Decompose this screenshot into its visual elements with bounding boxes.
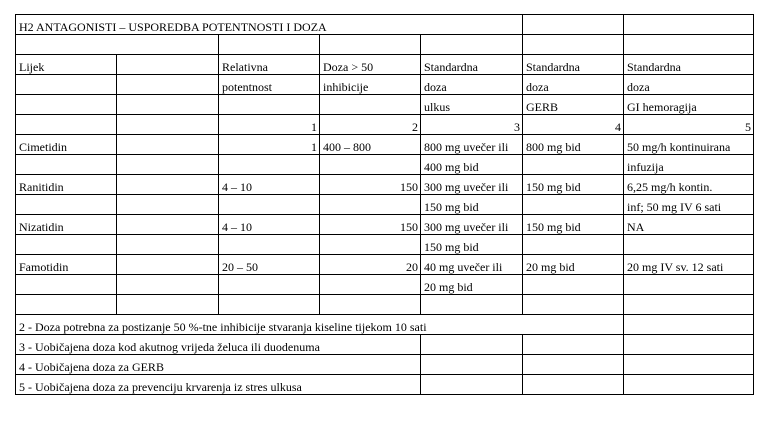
drug-ulcus-dose: 800 mg uvečer ili	[421, 135, 523, 155]
drug-ulcus-dose: 150 mg bid	[421, 195, 523, 215]
header-ulcus: doza	[421, 75, 523, 95]
empty-cell	[624, 375, 754, 395]
empty-cell	[16, 155, 117, 175]
drug-gi-dose: 20 mg IV sv. 12 sati	[624, 255, 754, 275]
empty-cell	[117, 215, 219, 235]
header-gi: GI hemoragija	[624, 95, 754, 115]
header-row	[16, 55, 754, 75]
empty-cell	[523, 235, 624, 255]
empty-cell	[16, 115, 117, 135]
empty-cell	[16, 295, 117, 315]
table-title: H2 ANTAGONISTI – USPOREDBA POTENTNOSTI I DOZA	[16, 15, 523, 35]
empty-cell	[320, 295, 421, 315]
table-row	[16, 135, 754, 155]
drug-gi-dose: NA	[624, 215, 754, 235]
empty-cell	[16, 95, 117, 115]
drug-dose50: 20	[320, 255, 421, 275]
empty-cell	[421, 375, 523, 395]
header-row	[16, 75, 754, 95]
empty-cell	[523, 335, 624, 355]
table-row	[16, 155, 754, 175]
empty-cell	[219, 295, 320, 315]
empty-cell	[117, 155, 219, 175]
empty-cell	[523, 275, 624, 295]
drug-gerb-dose: 150 mg bid	[523, 175, 624, 195]
drug-dose50: 150	[320, 175, 421, 195]
drug-name: Nizatidin	[16, 215, 117, 235]
drug-potency: 20 – 50	[219, 255, 320, 275]
empty-cell	[219, 195, 320, 215]
header-ulcus: Standardna	[421, 55, 523, 75]
table-row	[16, 255, 754, 275]
drug-potency: 1	[219, 135, 320, 155]
footnote: 2 - Doza potrebna za postizanje 50 %-tne inhibicije stvaranja kiseline tijekom 10 sati	[16, 315, 624, 335]
empty-cell	[624, 275, 754, 295]
header-lijek: Lijek	[16, 55, 117, 75]
note-row	[16, 315, 754, 335]
drug-gi-dose: inf; 50 mg IV 6 sati	[624, 195, 754, 215]
empty-cell	[16, 235, 117, 255]
empty-cell	[16, 75, 117, 95]
empty-cell	[219, 275, 320, 295]
empty-cell	[117, 255, 219, 275]
column-number-row	[16, 115, 754, 135]
empty-cell	[421, 35, 523, 55]
header-gerb: Standardna	[523, 55, 624, 75]
empty-cell	[523, 375, 624, 395]
column-number: 3	[421, 115, 523, 135]
empty-cell	[421, 295, 523, 315]
drug-name: Cimetidin	[16, 135, 117, 155]
footnote: 4 - Uobičajena doza za GERB	[16, 355, 421, 375]
note-row	[16, 335, 754, 355]
drug-name: Famotidin	[16, 255, 117, 275]
header-dose50: inhibicije	[320, 75, 421, 95]
empty-cell	[117, 55, 219, 75]
header-gi: Standardna	[624, 55, 754, 75]
title-row	[16, 15, 754, 35]
empty-cell	[523, 295, 624, 315]
empty-cell	[624, 355, 754, 375]
empty-cell	[117, 75, 219, 95]
empty-cell	[117, 235, 219, 255]
table-row	[16, 275, 754, 295]
empty-cell	[219, 155, 320, 175]
table-row	[16, 195, 754, 215]
header-potency: Relativna	[219, 55, 320, 75]
empty-cell	[117, 195, 219, 215]
empty-cell	[523, 195, 624, 215]
spacer-row	[16, 35, 754, 55]
drug-dose50: 150	[320, 215, 421, 235]
empty-cell	[523, 35, 624, 55]
header-gerb: GERB	[523, 95, 624, 115]
column-number: 1	[219, 115, 320, 135]
drug-gi-dose: 6,25 mg/h kontin.	[624, 175, 754, 195]
empty-cell	[117, 275, 219, 295]
empty-cell	[320, 155, 421, 175]
empty-cell	[523, 15, 624, 35]
empty-cell	[16, 275, 117, 295]
empty-cell	[219, 95, 320, 115]
column-number: 2	[320, 115, 421, 135]
header-gi: doza	[624, 75, 754, 95]
h2-antagonists-table	[15, 14, 754, 395]
empty-cell	[421, 355, 523, 375]
drug-ulcus-dose: 20 mg bid	[421, 275, 523, 295]
header-gerb: doza	[523, 75, 624, 95]
spacer-row	[16, 295, 754, 315]
header-ulcus: ulkus	[421, 95, 523, 115]
drug-gi-dose: infuzija	[624, 155, 754, 175]
drug-name: Ranitidin	[16, 175, 117, 195]
empty-cell	[117, 175, 219, 195]
empty-cell	[624, 295, 754, 315]
empty-cell	[624, 15, 754, 35]
drug-gerb-dose: 800 mg bid	[523, 135, 624, 155]
drug-ulcus-dose: 40 mg uvečer ili	[421, 255, 523, 275]
empty-cell	[523, 355, 624, 375]
empty-cell	[320, 195, 421, 215]
footnote: 5 - Uobičajena doza za prevenciju krvarenja iz stres ulkusa	[16, 375, 421, 395]
drug-potency: 4 – 10	[219, 175, 320, 195]
empty-cell	[117, 295, 219, 315]
drug-gi-dose: 50 mg/h kontinuirana	[624, 135, 754, 155]
empty-cell	[320, 35, 421, 55]
drug-dose50: 400 – 800	[320, 135, 421, 155]
empty-cell	[624, 235, 754, 255]
note-row	[16, 375, 754, 395]
empty-cell	[624, 335, 754, 355]
column-number: 4	[523, 115, 624, 135]
drug-gerb-dose: 150 mg bid	[523, 215, 624, 235]
header-dose50: Doza > 50	[320, 55, 421, 75]
empty-cell	[523, 155, 624, 175]
note-row	[16, 355, 754, 375]
footnote: 3 - Uobičajena doza kod akutnog vrijeda želuca ili duodenuma	[16, 335, 421, 355]
drug-ulcus-dose: 300 mg uvečer ili	[421, 175, 523, 195]
empty-cell	[320, 275, 421, 295]
drug-ulcus-dose: 400 mg bid	[421, 155, 523, 175]
empty-cell	[117, 115, 219, 135]
empty-cell	[624, 315, 754, 335]
empty-cell	[117, 95, 219, 115]
empty-cell	[421, 335, 523, 355]
empty-cell	[219, 235, 320, 255]
table-row	[16, 175, 754, 195]
empty-cell	[320, 235, 421, 255]
empty-cell	[320, 95, 421, 115]
empty-cell	[16, 195, 117, 215]
empty-cell	[219, 35, 320, 55]
table-row	[16, 215, 754, 235]
column-number: 5	[624, 115, 754, 135]
empty-cell	[624, 35, 754, 55]
drug-potency: 4 – 10	[219, 215, 320, 235]
drug-ulcus-dose: 150 mg bid	[421, 235, 523, 255]
drug-ulcus-dose: 300 mg uvečer ili	[421, 215, 523, 235]
empty-cell	[117, 135, 219, 155]
empty-cell	[16, 35, 219, 55]
table-row	[16, 235, 754, 255]
drug-gerb-dose: 20 mg bid	[523, 255, 624, 275]
header-row	[16, 95, 754, 115]
header-potency: potentnost	[219, 75, 320, 95]
